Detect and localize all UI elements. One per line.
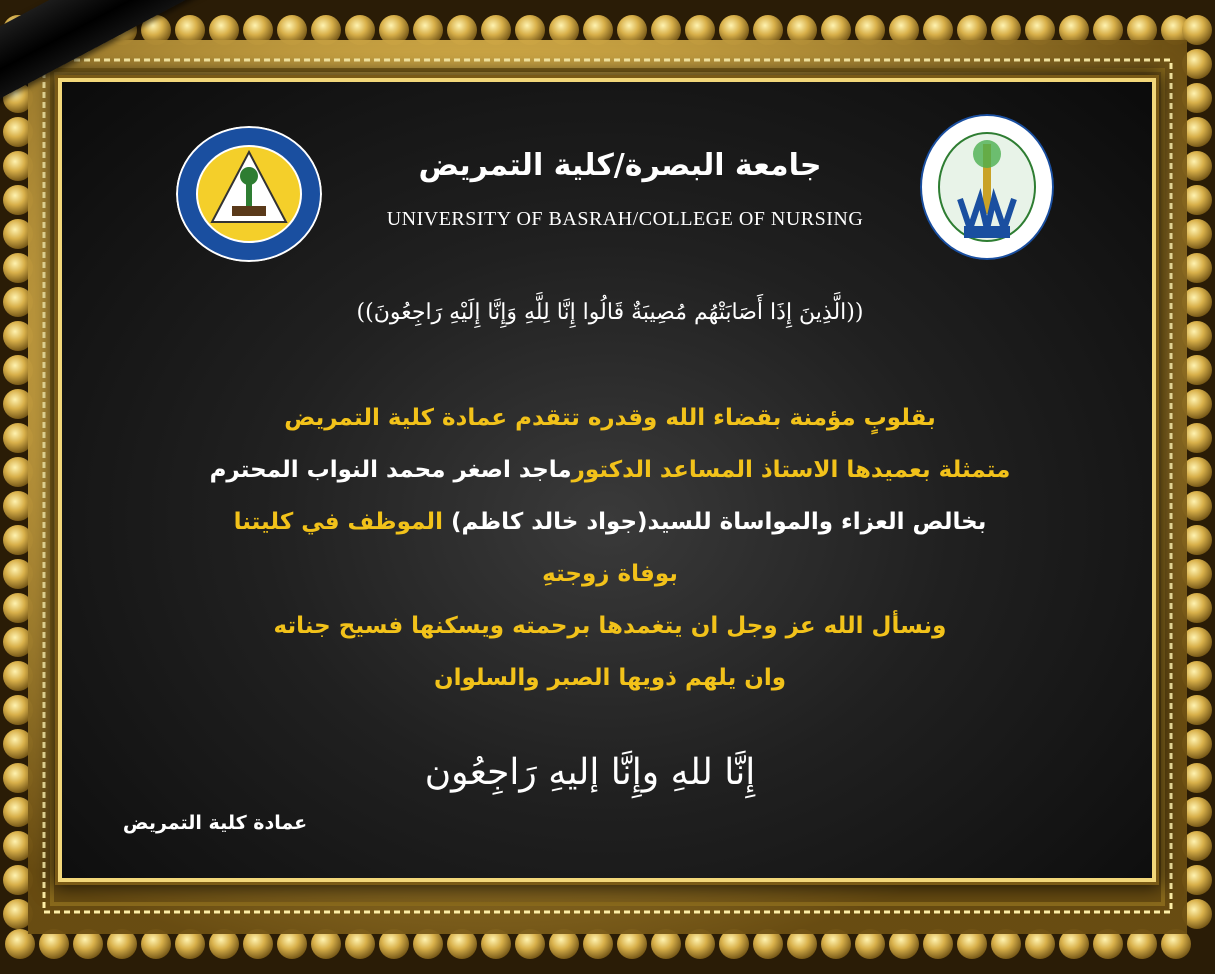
message-line-6: وان يلهم ذويها الصبر والسلوان	[433, 665, 787, 691]
college-of-nursing-logo	[920, 114, 1054, 260]
quran-verse: ((الَّذِينَ إِذَا أَصَابَتْهُم مُصِيبَةٌ قَالُوا إِنَّا لِلَّهِ وَإِنَّا إِلَيْهِ رَاجِعُونَ))	[356, 300, 864, 325]
message-line-3	[90, 496, 1130, 548]
condolence-to: بخالص العزاء والمواساة للسيد	[647, 509, 987, 535]
signature: عمادة كلية التمريض	[122, 812, 308, 834]
page-title-arabic: جامعة البصرة/كلية التمريض	[418, 148, 822, 183]
employee-name: (جواد خالد كاظم)	[450, 509, 648, 535]
dean-intro: متمثلة بعميدها الاستاذ المساعد الدكتور	[571, 457, 1011, 483]
page-title-english: UNIVERSITY OF BASRAH/COLLEGE OF NURSING	[386, 208, 864, 230]
message-line-1: بقلوبٍ مؤمنة بقضاء الله وقدره تتقدم عمادة كلية التمريض	[284, 405, 936, 431]
condolence-message	[90, 392, 1130, 704]
university-of-basrah-logo	[176, 126, 322, 262]
message-line-4: بوفاة زوجتهِ	[542, 561, 678, 587]
message-line-5: ونسأل الله عز وجل ان يتغمدها برحمته ويسكنها فسيح جناته	[273, 613, 947, 639]
closing-phrase: إِنَّا للهِ وإِنَّا إليهِ رَاجِعُون	[424, 752, 756, 793]
message-line-2	[90, 444, 1130, 496]
employee-role: الموظف في كليتنا	[233, 509, 451, 535]
dean-name: ماجد اصغر محمد النواب المحترم	[209, 457, 572, 483]
